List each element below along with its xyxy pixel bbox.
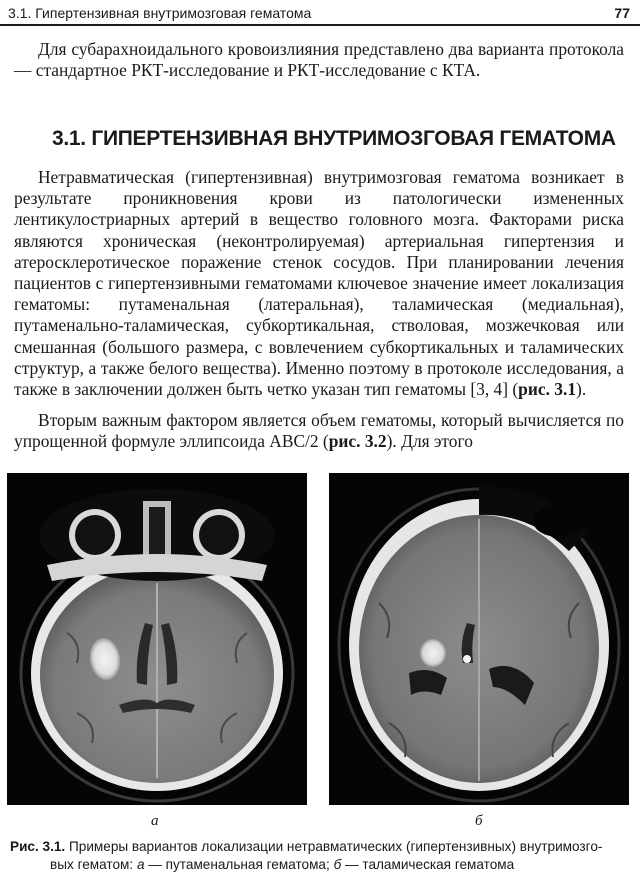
page-number: 77 (614, 5, 630, 21)
panel-label-b: б (475, 813, 483, 829)
body-paragraph-1 (14, 167, 624, 400)
ct-image-a (7, 473, 307, 805)
caption-line-2 (10, 856, 628, 874)
caption-label: Рис. 3.1. (10, 839, 66, 854)
figure-ref-3-2: рис. 3.2 (328, 431, 387, 452)
paragraph-1-end: ). (576, 379, 587, 400)
caption-letter-a: а (136, 856, 145, 872)
header-rule (0, 24, 640, 26)
caption-text-a: — путаменальная гематома; (144, 856, 334, 872)
paragraph-2-text: Вторым важным фактором является объем гематомы, который вычисляется по упрощенной формуле эллипсоида ABC/2 ( (14, 410, 624, 452)
panel-label-a: а (151, 813, 159, 829)
ct-scan-putaminal (7, 473, 307, 805)
paragraph-1-text: Нетравматическая (гипертензивная) внутримозговая гематома возникает в результате проникновения крови из патологически измененных лентикулостриарных артерий в вещество головного мозга. Факторами риска являются хроническая (неконтролируемая) артериальная гипертензия и атеросклеротическое поражение стенок сосудов. При планировании лечения пациентов с гипертензивными гематомами ключевое значение имеет локализация гематомы: путаменальная (латеральная), таламическая (медиальная), путаменально-таламическая, субкортикальная, стволовая, мозжечковая или смешанная (большого размера, с вовлечением субкортикальных и таламических структур, а также белого вещества). Именно поэтому в протоколе исследования, а также в заключении должен быть четко указан тип гематомы [3, 4] ( (14, 167, 624, 400)
paragraph-2-end: ). Для этого (386, 431, 473, 452)
section-heading: 3.1. ГИПЕРТЕНЗИВНАЯ ВНУТРИМОЗГОВАЯ ГЕМАТОМА (52, 127, 616, 150)
intro-paragraph: Для субарахноидального кровоизлияния представлено два варианта протокола — стандартное РКТ-исследование и РКТ-исследование с КТА. (14, 39, 624, 81)
figure-ref-3-1: рис. 3.1 (518, 379, 577, 400)
ct-scan-thalamic (329, 473, 629, 805)
caption-line-1: Примеры вариантов локализации нетравматических (гипертензивных) внутримозго- (65, 839, 603, 854)
body-paragraph-2 (14, 410, 624, 452)
caption-text-b: — таламическая гематома (341, 856, 515, 872)
caption-line-2-start: вых гематом: (50, 856, 137, 872)
caption-letter-b: б (333, 856, 342, 872)
running-head-title: 3.1. Гипертензивная внутримозговая гематома (8, 5, 312, 21)
running-head (0, 0, 640, 26)
figure-caption (10, 838, 628, 873)
ct-image-b (329, 473, 629, 805)
